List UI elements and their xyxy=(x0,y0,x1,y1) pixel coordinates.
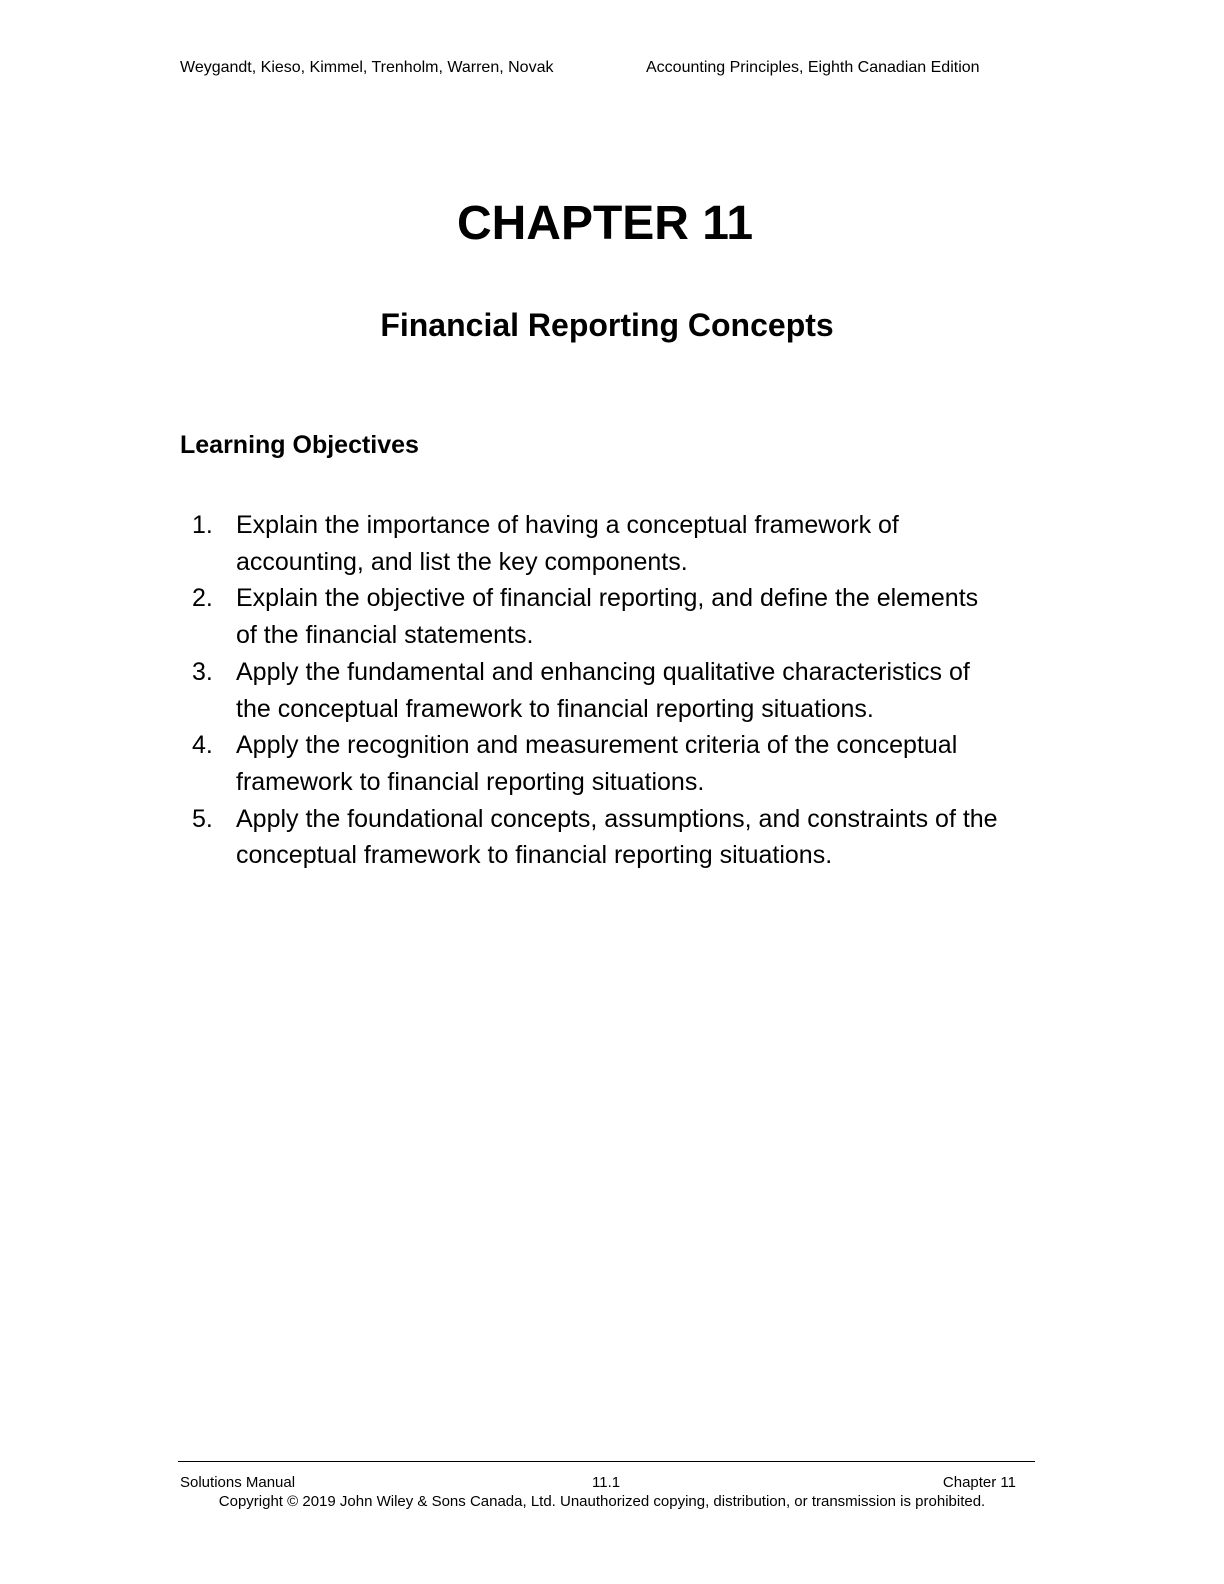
list-item-text: Apply the fundamental and enhancing qualitative characteristics of the conceptual framework to financial reporting situations. xyxy=(236,657,970,723)
learning-objectives-heading: Learning Objectives xyxy=(180,431,419,459)
page-number: 11.1 xyxy=(592,1474,621,1491)
list-item xyxy=(180,801,1000,874)
footer-divider xyxy=(178,1461,1035,1462)
list-item xyxy=(180,507,1000,580)
list-item-number: 4. xyxy=(192,731,213,760)
chapter-subtitle: Financial Reporting Concepts xyxy=(380,307,834,343)
list-item-text: Explain the importance of having a conceptual framework of accounting, and list the key components. xyxy=(236,511,899,576)
list-item xyxy=(180,727,1000,800)
chapter-heading: CHAPTER 11 xyxy=(456,197,754,250)
list-item xyxy=(180,580,1000,653)
copyright-notice: Copyright © 2019 John Wiley & Sons Canada, Ltd. Unauthorized copying, distribution, or transmission is prohibited. xyxy=(218,1493,986,1510)
list-item-text: Explain the objective of financial reporting, and define the elements of the financial statements. xyxy=(236,584,979,650)
header-book-title: Accounting Principles, Eighth Canadian Edition xyxy=(646,59,980,76)
learning-objectives-list xyxy=(180,507,1000,874)
footer-chapter-label: Chapter 11 xyxy=(942,1474,1016,1491)
header-authors: Weygandt, Kieso, Kimmel, Trenholm, Warren, Novak xyxy=(180,59,554,76)
list-item-text: Apply the foundational concepts, assumptions, and constraints of the conceptual framework to financial reporting situations. xyxy=(236,804,998,870)
list-item-number: 5. xyxy=(192,804,213,833)
list-item-number: 1. xyxy=(192,511,213,539)
footer-manual-label: Solutions Manual xyxy=(180,1474,296,1491)
list-item-number: 3. xyxy=(192,657,213,686)
list-item xyxy=(180,654,1000,727)
list-item-number: 2. xyxy=(192,584,213,613)
list-item-text: Apply the recognition and measurement criteria of the conceptual framework to financial reporting situations. xyxy=(236,731,958,796)
